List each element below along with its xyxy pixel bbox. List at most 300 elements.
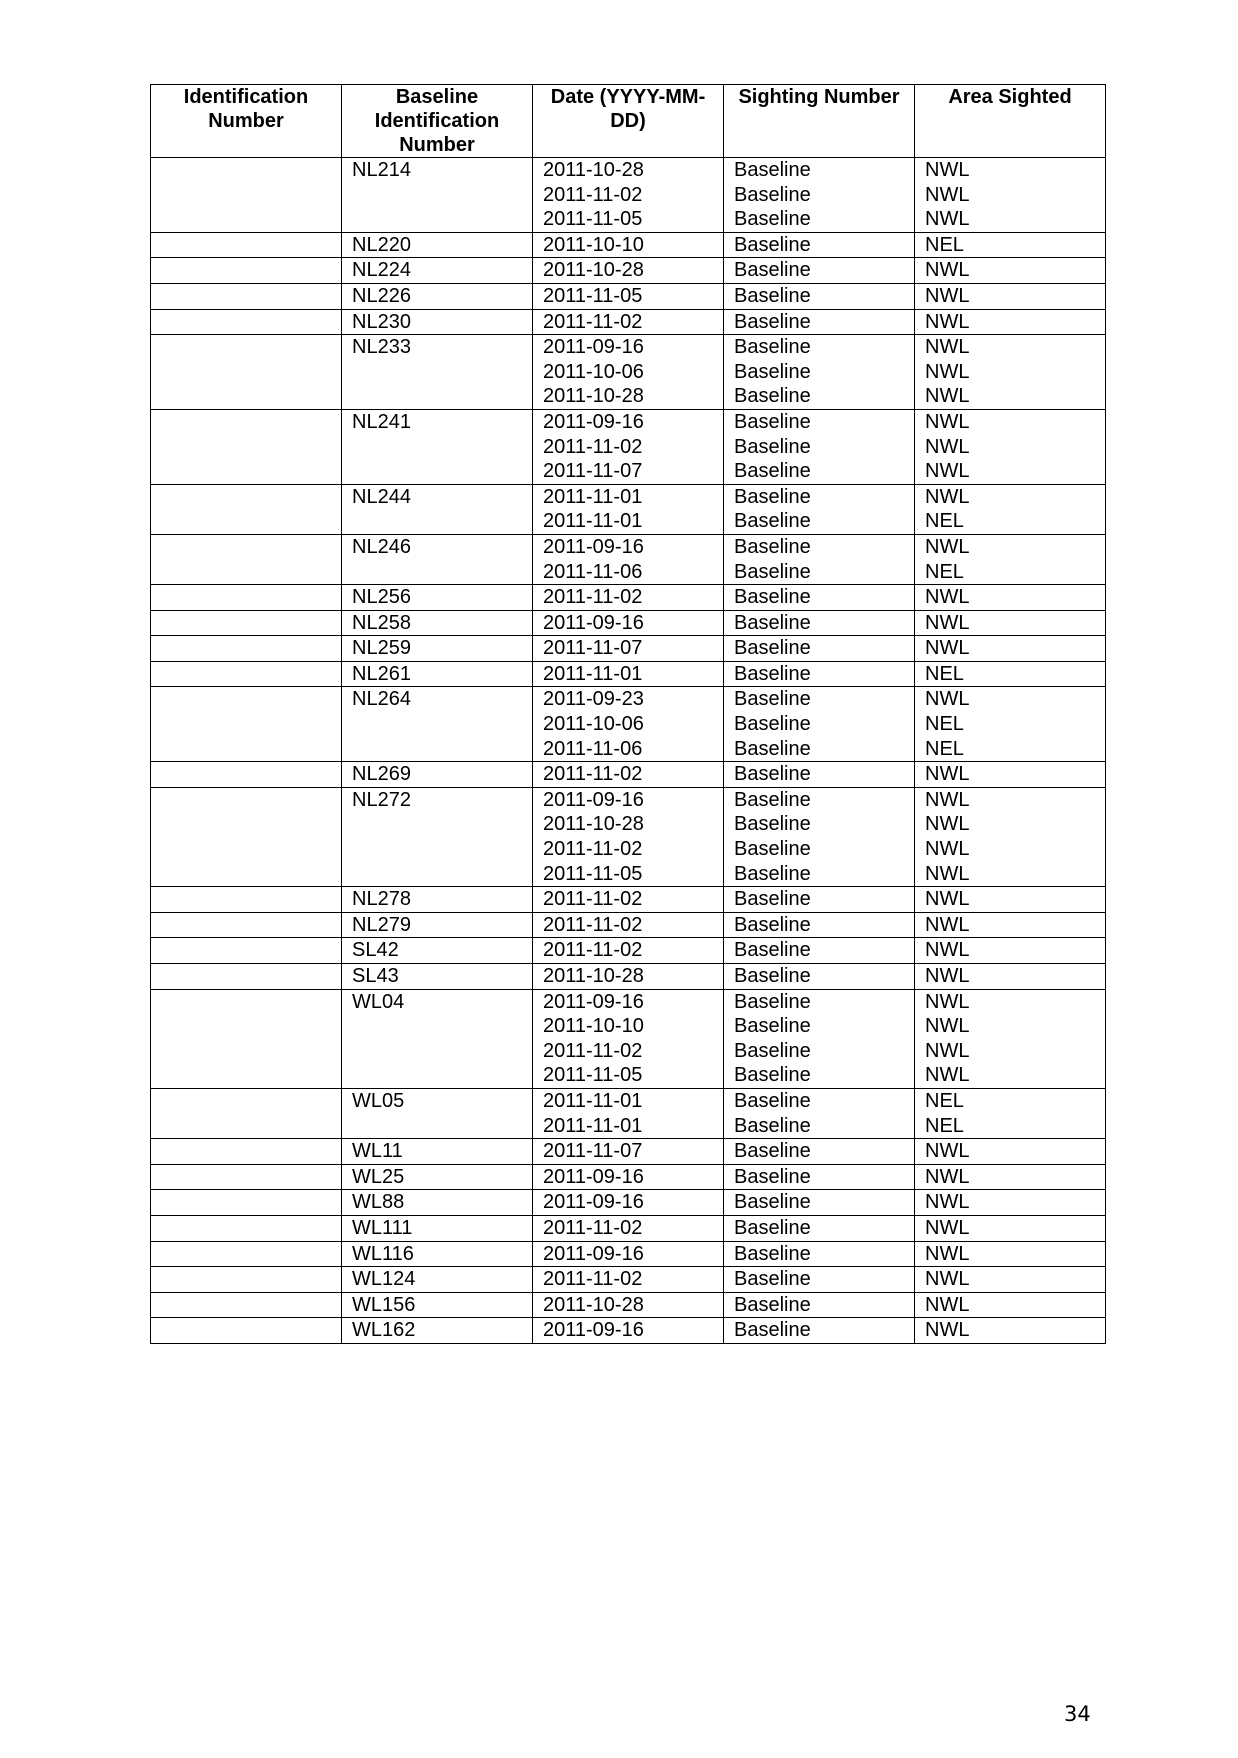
sighting-number-value: Baseline bbox=[734, 913, 811, 936]
area-sighted-value: NWL bbox=[925, 1039, 970, 1062]
identification-number-cell bbox=[151, 1164, 342, 1190]
identification-number-cell bbox=[151, 1318, 342, 1344]
area-sighted-cell bbox=[915, 1215, 1106, 1241]
sighting-number-value: Baseline bbox=[734, 336, 811, 359]
identification-number-cell bbox=[151, 687, 342, 762]
sighting-number-cell bbox=[724, 964, 915, 990]
date-cell bbox=[533, 309, 724, 335]
area-sighted-value: NEL bbox=[925, 510, 964, 533]
date-value: 2011-10-10 bbox=[543, 1015, 644, 1038]
sighting-number-cell bbox=[724, 887, 915, 913]
baseline-id-cell: NL214 bbox=[342, 158, 533, 233]
area-sighted-value: NWL bbox=[925, 159, 970, 181]
area-sighted-value: NWL bbox=[925, 586, 970, 609]
area-sighted-cell bbox=[915, 938, 1106, 964]
area-sighted-cell bbox=[915, 534, 1106, 584]
date-cell bbox=[533, 232, 724, 258]
baseline-id-cell: NL244 bbox=[342, 484, 533, 534]
sighting-number-value: Baseline bbox=[734, 813, 811, 836]
area-sighted-cell bbox=[915, 309, 1106, 335]
area-sighted-cell bbox=[915, 661, 1106, 687]
date-value: 2011-09-16 bbox=[543, 990, 644, 1013]
date-cell bbox=[533, 636, 724, 662]
date-value: 2011-10-28 bbox=[543, 385, 644, 408]
sighting-number-value: Baseline bbox=[734, 965, 811, 987]
area-sighted-cell bbox=[915, 912, 1106, 938]
date-value: 2011-09-16 bbox=[543, 611, 644, 634]
header-date: Date (YYYY-MM-DD) bbox=[533, 85, 724, 158]
identification-number-cell bbox=[151, 964, 342, 990]
area-sighted-value: NEL bbox=[925, 560, 964, 583]
date-value: 2011-09-16 bbox=[543, 1319, 644, 1342]
identification-number-cell bbox=[151, 938, 342, 964]
identification-number-cell bbox=[151, 610, 342, 636]
date-value: 2011-11-01 bbox=[543, 1114, 643, 1137]
table-row bbox=[151, 1164, 1106, 1190]
date-cell bbox=[533, 1292, 724, 1318]
header-identification-number: Identification Number bbox=[151, 85, 342, 158]
date-value: 2011-10-28 bbox=[543, 259, 644, 282]
sighting-number-cell bbox=[724, 1190, 915, 1216]
area-sighted-value: NWL bbox=[925, 888, 970, 911]
sighting-number-cell bbox=[724, 283, 915, 309]
area-sighted-value: NWL bbox=[925, 1216, 970, 1239]
sighting-number-value: Baseline bbox=[734, 1268, 811, 1291]
identification-number-cell bbox=[151, 335, 342, 410]
baseline-id-cell: WL25 bbox=[342, 1164, 533, 1190]
header-baseline-identification-number: Baseline Identification Number bbox=[342, 85, 533, 158]
area-sighted-value: NWL bbox=[925, 965, 970, 987]
area-sighted-cell bbox=[915, 1088, 1106, 1138]
sighting-number-value: Baseline bbox=[734, 159, 811, 181]
sighting-number-value: Baseline bbox=[734, 310, 811, 333]
table-row bbox=[151, 1318, 1106, 1344]
area-sighted-value: NWL bbox=[925, 410, 970, 433]
sighting-number-value: Baseline bbox=[734, 560, 811, 583]
sighting-number-cell bbox=[724, 158, 915, 233]
date-cell bbox=[533, 687, 724, 762]
identification-number-cell bbox=[151, 1292, 342, 1318]
table-header-row bbox=[151, 85, 1106, 158]
header-sighting-number: Sighting Number bbox=[724, 85, 915, 158]
table-row bbox=[151, 232, 1106, 258]
area-sighted-cell bbox=[915, 1190, 1106, 1216]
sighting-number-value: Baseline bbox=[734, 460, 811, 483]
date-value: 2011-11-02 bbox=[543, 939, 643, 962]
area-sighted-value: NWL bbox=[925, 284, 970, 307]
sighting-number-cell bbox=[724, 309, 915, 335]
date-value: 2011-11-07 bbox=[543, 637, 643, 660]
date-value: 2011-10-28 bbox=[543, 965, 644, 987]
table-row bbox=[151, 787, 1106, 886]
sighting-number-value: Baseline bbox=[734, 713, 811, 736]
sighting-number-value: Baseline bbox=[734, 259, 811, 282]
area-sighted-value: NEL bbox=[925, 713, 964, 736]
area-sighted-value: NWL bbox=[925, 1140, 970, 1163]
table-row bbox=[151, 158, 1106, 233]
area-sighted-value: NEL bbox=[925, 1114, 964, 1137]
identification-number-cell bbox=[151, 1190, 342, 1216]
sighting-number-cell bbox=[724, 687, 915, 762]
baseline-id-cell: NL220 bbox=[342, 232, 533, 258]
sighting-number-cell bbox=[724, 762, 915, 788]
date-value: 2011-10-06 bbox=[543, 360, 644, 383]
baseline-id-cell: NL269 bbox=[342, 762, 533, 788]
date-cell bbox=[533, 484, 724, 534]
area-sighted-value: NEL bbox=[925, 737, 964, 760]
baseline-id-cell: NL258 bbox=[342, 610, 533, 636]
baseline-id-cell: WL116 bbox=[342, 1241, 533, 1267]
baseline-id-cell: NL272 bbox=[342, 787, 533, 886]
table-body bbox=[151, 158, 1106, 1344]
baseline-id-cell: WL11 bbox=[342, 1139, 533, 1165]
baseline-id-cell: WL162 bbox=[342, 1318, 533, 1344]
sighting-number-value: Baseline bbox=[734, 410, 811, 433]
sighting-number-value: Baseline bbox=[734, 284, 811, 307]
baseline-id-cell: NL278 bbox=[342, 887, 533, 913]
area-sighted-cell bbox=[915, 158, 1106, 233]
baseline-id-cell: SL42 bbox=[342, 938, 533, 964]
sighting-number-cell bbox=[724, 787, 915, 886]
baseline-id-cell: WL124 bbox=[342, 1267, 533, 1293]
sighting-number-value: Baseline bbox=[734, 763, 811, 786]
date-value: 2011-11-02 bbox=[543, 435, 643, 458]
identification-number-cell bbox=[151, 912, 342, 938]
area-sighted-value: NWL bbox=[925, 485, 970, 508]
baseline-id-cell: NL264 bbox=[342, 687, 533, 762]
sighting-number-cell bbox=[724, 585, 915, 611]
sighting-number-value: Baseline bbox=[734, 888, 811, 911]
date-value: 2011-11-02 bbox=[543, 913, 643, 936]
date-cell bbox=[533, 938, 724, 964]
sighting-number-value: Baseline bbox=[734, 385, 811, 408]
baseline-id-cell: NL279 bbox=[342, 912, 533, 938]
sighting-number-value: Baseline bbox=[734, 233, 811, 256]
date-cell bbox=[533, 1215, 724, 1241]
sighting-number-value: Baseline bbox=[734, 360, 811, 383]
sighting-number-cell bbox=[724, 1088, 915, 1138]
sighting-number-value: Baseline bbox=[734, 485, 811, 508]
area-sighted-cell bbox=[915, 484, 1106, 534]
date-value: 2011-10-28 bbox=[543, 813, 644, 836]
baseline-id-cell: WL156 bbox=[342, 1292, 533, 1318]
date-value: 2011-09-16 bbox=[543, 336, 644, 359]
date-cell bbox=[533, 1267, 724, 1293]
date-value: 2011-11-02 bbox=[543, 1216, 643, 1239]
area-sighted-cell bbox=[915, 283, 1106, 309]
area-sighted-cell bbox=[915, 989, 1106, 1088]
date-value: 2011-11-02 bbox=[543, 1039, 643, 1062]
date-value: 2011-11-01 bbox=[543, 485, 643, 508]
date-value: 2011-10-10 bbox=[543, 233, 644, 256]
area-sighted-value: NWL bbox=[925, 535, 970, 558]
identification-number-cell bbox=[151, 158, 342, 233]
date-value: 2011-10-28 bbox=[543, 159, 644, 181]
sighting-number-value: Baseline bbox=[734, 1039, 811, 1062]
sighting-number-value: Baseline bbox=[734, 611, 811, 634]
sighting-number-value: Baseline bbox=[734, 1089, 811, 1112]
date-value: 2011-11-07 bbox=[543, 460, 643, 483]
identification-number-cell bbox=[151, 585, 342, 611]
table-row bbox=[151, 887, 1106, 913]
header-area-sighted: Area Sighted bbox=[915, 85, 1106, 158]
date-cell bbox=[533, 409, 724, 484]
table-row bbox=[151, 283, 1106, 309]
sighting-number-value: Baseline bbox=[734, 1293, 811, 1316]
identification-number-cell bbox=[151, 409, 342, 484]
table-row bbox=[151, 989, 1106, 1088]
area-sighted-value: NWL bbox=[925, 688, 970, 711]
sighting-number-cell bbox=[724, 636, 915, 662]
area-sighted-value: NWL bbox=[925, 183, 970, 206]
area-sighted-value: NWL bbox=[925, 1064, 970, 1087]
date-value: 2011-09-16 bbox=[543, 535, 644, 558]
date-cell bbox=[533, 258, 724, 284]
date-cell bbox=[533, 585, 724, 611]
area-sighted-value: NEL bbox=[925, 233, 964, 256]
date-value: 2011-11-05 bbox=[543, 208, 643, 231]
area-sighted-value: NEL bbox=[925, 662, 964, 685]
date-cell bbox=[533, 762, 724, 788]
identification-number-cell bbox=[151, 1267, 342, 1293]
sighting-number-cell bbox=[724, 1241, 915, 1267]
sighting-number-cell bbox=[724, 409, 915, 484]
area-sighted-value: NWL bbox=[925, 336, 970, 359]
baseline-id-cell: SL43 bbox=[342, 964, 533, 990]
sighting-number-value: Baseline bbox=[734, 1319, 811, 1342]
area-sighted-value: NWL bbox=[925, 637, 970, 660]
area-sighted-cell bbox=[915, 409, 1106, 484]
area-sighted-cell bbox=[915, 1318, 1106, 1344]
area-sighted-value: NWL bbox=[925, 208, 970, 231]
baseline-id-cell: NL246 bbox=[342, 534, 533, 584]
date-value: 2011-09-23 bbox=[543, 688, 644, 711]
area-sighted-value: NWL bbox=[925, 1015, 970, 1038]
area-sighted-cell bbox=[915, 610, 1106, 636]
area-sighted-value: NWL bbox=[925, 1165, 970, 1188]
table-row bbox=[151, 1088, 1106, 1138]
area-sighted-value: NWL bbox=[925, 788, 970, 811]
identification-number-cell bbox=[151, 661, 342, 687]
table-row bbox=[151, 585, 1106, 611]
area-sighted-cell bbox=[915, 1139, 1106, 1165]
date-value: 2011-11-06 bbox=[543, 737, 643, 760]
area-sighted-cell bbox=[915, 585, 1106, 611]
table-row bbox=[151, 938, 1106, 964]
date-value: 2011-11-02 bbox=[543, 888, 643, 911]
table-row bbox=[151, 610, 1106, 636]
area-sighted-cell bbox=[915, 1241, 1106, 1267]
area-sighted-value: NWL bbox=[925, 1191, 970, 1214]
sighting-number-cell bbox=[724, 258, 915, 284]
date-cell bbox=[533, 1088, 724, 1138]
date-cell bbox=[533, 964, 724, 990]
identification-number-cell bbox=[151, 309, 342, 335]
date-value: 2011-10-28 bbox=[543, 1293, 644, 1316]
table-row bbox=[151, 1241, 1106, 1267]
area-sighted-value: NWL bbox=[925, 435, 970, 458]
sighting-number-cell bbox=[724, 989, 915, 1088]
sighting-number-value: Baseline bbox=[734, 1191, 811, 1214]
table-row bbox=[151, 687, 1106, 762]
date-value: 2011-10-06 bbox=[543, 713, 644, 736]
baseline-id-cell: NL230 bbox=[342, 309, 533, 335]
date-cell bbox=[533, 1164, 724, 1190]
sighting-number-cell bbox=[724, 1292, 915, 1318]
date-value: 2011-11-01 bbox=[543, 510, 643, 533]
date-value: 2011-11-05 bbox=[543, 1064, 643, 1087]
page-number: 34 bbox=[1064, 1702, 1091, 1726]
date-cell bbox=[533, 610, 724, 636]
date-cell bbox=[533, 283, 724, 309]
identification-number-cell bbox=[151, 534, 342, 584]
date-value: 2011-11-06 bbox=[543, 560, 643, 583]
area-sighted-value: NWL bbox=[925, 385, 970, 408]
sighting-number-cell bbox=[724, 1215, 915, 1241]
date-value: 2011-11-02 bbox=[543, 310, 643, 333]
identification-number-cell bbox=[151, 636, 342, 662]
area-sighted-cell bbox=[915, 887, 1106, 913]
date-value: 2011-11-05 bbox=[543, 284, 643, 307]
area-sighted-cell bbox=[915, 1267, 1106, 1293]
sighting-number-value: Baseline bbox=[734, 1114, 811, 1137]
date-value: 2011-09-16 bbox=[543, 1242, 644, 1265]
area-sighted-value: NWL bbox=[925, 838, 970, 861]
date-value: 2011-11-05 bbox=[543, 862, 643, 885]
area-sighted-cell bbox=[915, 687, 1106, 762]
area-sighted-value: NWL bbox=[925, 763, 970, 786]
sighting-number-value: Baseline bbox=[734, 535, 811, 558]
baseline-id-cell: NL241 bbox=[342, 409, 533, 484]
baseline-id-cell: WL04 bbox=[342, 989, 533, 1088]
sighting-number-cell bbox=[724, 938, 915, 964]
baseline-id-cell: NL256 bbox=[342, 585, 533, 611]
area-sighted-value: NWL bbox=[925, 913, 970, 936]
baseline-id-cell: WL05 bbox=[342, 1088, 533, 1138]
sighting-number-value: Baseline bbox=[734, 1064, 811, 1087]
date-value: 2011-11-02 bbox=[543, 586, 643, 609]
sighting-number-cell bbox=[724, 232, 915, 258]
date-value: 2011-11-02 bbox=[543, 838, 643, 861]
sighting-number-value: Baseline bbox=[734, 208, 811, 231]
date-value: 2011-11-02 bbox=[543, 1268, 643, 1291]
sighting-number-value: Baseline bbox=[734, 183, 811, 206]
table-row bbox=[151, 912, 1106, 938]
date-value: 2011-11-02 bbox=[543, 183, 643, 206]
identification-number-cell bbox=[151, 1139, 342, 1165]
table-row bbox=[151, 762, 1106, 788]
identification-number-cell bbox=[151, 1215, 342, 1241]
baseline-id-cell: WL88 bbox=[342, 1190, 533, 1216]
area-sighted-cell bbox=[915, 787, 1106, 886]
table-row bbox=[151, 309, 1106, 335]
area-sighted-value: NWL bbox=[925, 990, 970, 1013]
sighting-number-value: Baseline bbox=[734, 510, 811, 533]
identification-number-cell bbox=[151, 989, 342, 1088]
area-sighted-value: NWL bbox=[925, 460, 970, 483]
table-row bbox=[151, 258, 1106, 284]
area-sighted-value: NWL bbox=[925, 1293, 970, 1316]
date-value: 2011-11-01 bbox=[543, 1089, 643, 1112]
sighting-number-value: Baseline bbox=[734, 1140, 811, 1163]
baseline-id-cell: NL261 bbox=[342, 661, 533, 687]
table-row bbox=[151, 636, 1106, 662]
date-value: 2011-11-01 bbox=[543, 662, 643, 685]
table-row bbox=[151, 661, 1106, 687]
area-sighted-value: NWL bbox=[925, 310, 970, 333]
area-sighted-value: NWL bbox=[925, 813, 970, 836]
date-cell bbox=[533, 787, 724, 886]
date-value: 2011-11-02 bbox=[543, 763, 643, 786]
table-row bbox=[151, 534, 1106, 584]
table-row bbox=[151, 1267, 1106, 1293]
area-sighted-cell bbox=[915, 964, 1106, 990]
area-sighted-cell bbox=[915, 1292, 1106, 1318]
date-cell bbox=[533, 1139, 724, 1165]
sighting-number-cell bbox=[724, 610, 915, 636]
date-cell bbox=[533, 989, 724, 1088]
sighting-number-value: Baseline bbox=[734, 1165, 811, 1188]
area-sighted-value: NEL bbox=[925, 1089, 964, 1112]
identification-number-cell bbox=[151, 1241, 342, 1267]
date-value: 2011-09-16 bbox=[543, 788, 644, 811]
sighting-number-value: Baseline bbox=[734, 939, 811, 962]
baseline-id-cell: NL233 bbox=[342, 335, 533, 410]
area-sighted-value: NWL bbox=[925, 360, 970, 383]
sighting-number-value: Baseline bbox=[734, 435, 811, 458]
sighting-number-value: Baseline bbox=[734, 637, 811, 660]
area-sighted-value: NWL bbox=[925, 1242, 970, 1265]
sighting-number-cell bbox=[724, 1164, 915, 1190]
date-value: 2011-09-16 bbox=[543, 1191, 644, 1214]
area-sighted-cell bbox=[915, 762, 1106, 788]
sighting-number-cell bbox=[724, 335, 915, 410]
date-cell bbox=[533, 887, 724, 913]
sighting-number-value: Baseline bbox=[734, 586, 811, 609]
identification-number-cell bbox=[151, 258, 342, 284]
sighting-number-cell bbox=[724, 1139, 915, 1165]
table-row bbox=[151, 1139, 1106, 1165]
identification-number-cell bbox=[151, 232, 342, 258]
sighting-number-cell bbox=[724, 912, 915, 938]
area-sighted-value: NWL bbox=[925, 862, 970, 885]
sightings-table bbox=[150, 84, 1106, 1344]
area-sighted-cell bbox=[915, 232, 1106, 258]
table-row bbox=[151, 1215, 1106, 1241]
baseline-id-cell: NL224 bbox=[342, 258, 533, 284]
table-row bbox=[151, 335, 1106, 410]
identification-number-cell bbox=[151, 762, 342, 788]
baseline-id-cell: NL226 bbox=[342, 283, 533, 309]
date-cell bbox=[533, 534, 724, 584]
sighting-number-value: Baseline bbox=[734, 1015, 811, 1038]
baseline-id-cell: WL111 bbox=[342, 1215, 533, 1241]
table-row bbox=[151, 964, 1106, 990]
table-row bbox=[151, 1190, 1106, 1216]
area-sighted-cell bbox=[915, 258, 1106, 284]
area-sighted-value: NWL bbox=[925, 1319, 970, 1342]
baseline-id-cell: NL259 bbox=[342, 636, 533, 662]
sighting-number-cell bbox=[724, 534, 915, 584]
table-row bbox=[151, 409, 1106, 484]
area-sighted-cell bbox=[915, 335, 1106, 410]
sighting-number-value: Baseline bbox=[734, 788, 811, 811]
date-value: 2011-09-16 bbox=[543, 410, 644, 433]
sighting-number-value: Baseline bbox=[734, 1216, 811, 1239]
identification-number-cell bbox=[151, 1088, 342, 1138]
sighting-number-value: Baseline bbox=[734, 737, 811, 760]
sighting-number-cell bbox=[724, 661, 915, 687]
